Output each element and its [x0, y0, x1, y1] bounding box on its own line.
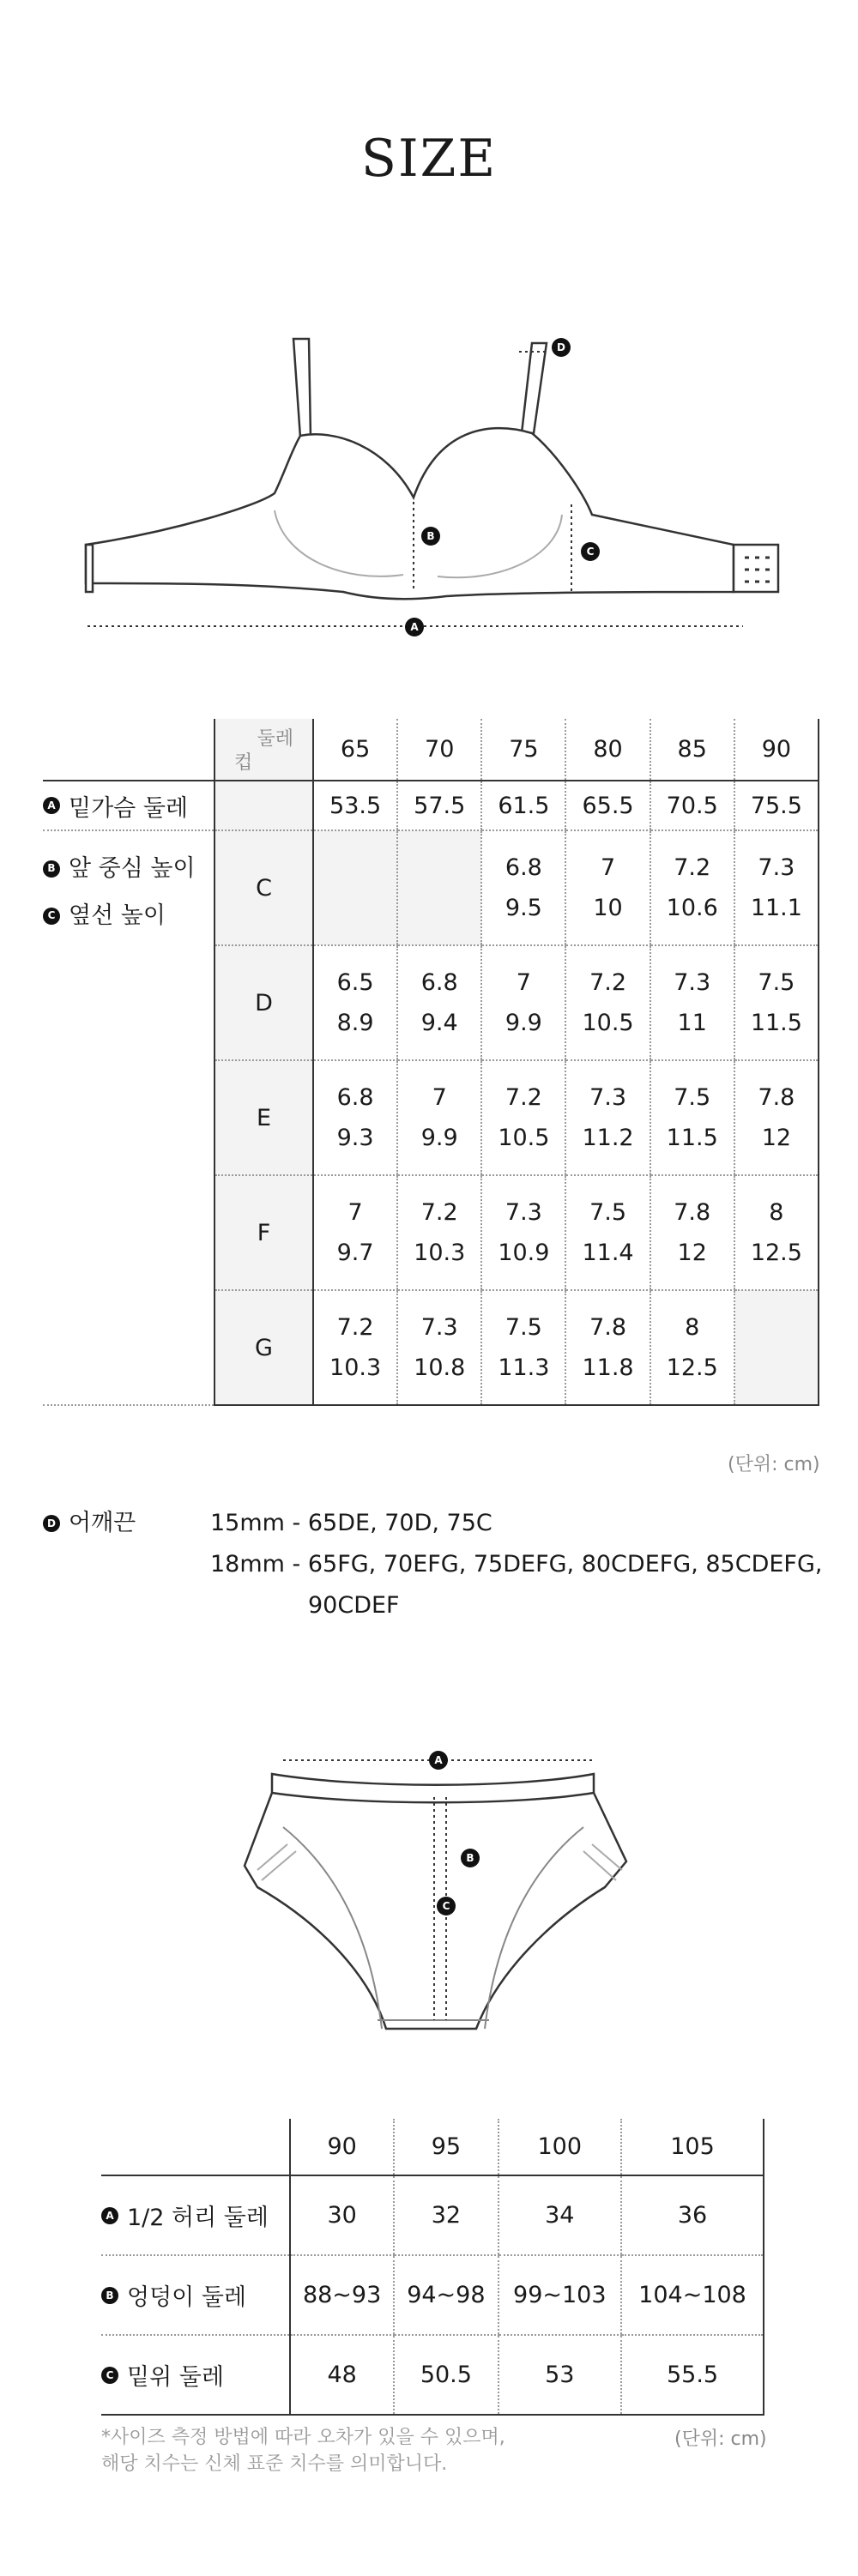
table-cell: 88~93 — [290, 2255, 394, 2335]
bra-unit-note: (단위: cm) — [728, 1454, 820, 1475]
table-cell: 34 — [498, 2175, 622, 2255]
strap-info — [43, 1503, 858, 1626]
table-cell: 48 — [290, 2335, 394, 2415]
table-cell: 7.8 11.8 — [565, 1290, 650, 1405]
table-cell: 55.5 — [621, 2335, 764, 2415]
size-header: 95 — [394, 2119, 498, 2175]
cup-label: C — [214, 830, 313, 945]
table-cell: 36 — [621, 2175, 764, 2255]
size-header: 90 — [290, 2119, 394, 2175]
table-cell: 7.2 10.6 — [650, 830, 734, 945]
side-height-label: C 옆선 높이 — [43, 896, 214, 936]
table-cell: 61.5 — [481, 781, 565, 830]
front-height-label: B 앞 중심 높이 — [43, 848, 214, 889]
badge-b: B — [43, 860, 60, 878]
table-cell: 7.3 11.1 — [734, 830, 819, 945]
table-cell: 7 9.9 — [481, 945, 565, 1060]
table-cell — [313, 830, 397, 945]
table-cell: 7.8 12 — [734, 1060, 819, 1175]
panty-illustration — [0, 1733, 858, 2059]
strap-line-18mm: 18mm - 65FG, 70EFG, 75DEFG, 80CDEFG, 85CDEFG, — [210, 1551, 823, 1578]
table-cell: 7 10 — [565, 830, 650, 945]
bra-illustration — [0, 317, 858, 661]
panty-marker-a: A — [434, 1754, 443, 1766]
table-cell: 7.3 10.8 — [397, 1290, 481, 1405]
marker-b: B — [426, 530, 435, 542]
band-header: 85 — [650, 719, 734, 781]
table-cell: 50.5 — [394, 2335, 498, 2415]
rise-label: C 밑위 둘레 — [101, 2358, 289, 2392]
table-cell: 65.5 — [565, 781, 650, 830]
table-cell: 6.5 8.9 — [313, 945, 397, 1060]
table-cell: 7.5 11.4 — [565, 1175, 650, 1290]
table-corner: 둘레 컵 — [214, 719, 313, 781]
table-cell: 7.2 10.5 — [565, 945, 650, 1060]
bra-size-table — [43, 719, 819, 1406]
table-cell: 7.3 10.9 — [481, 1175, 565, 1290]
table-cell: 53.5 — [313, 781, 397, 830]
marker-d: D — [557, 341, 565, 353]
table-cell: 6.8 9.4 — [397, 945, 481, 1060]
band-header: 90 — [734, 719, 819, 781]
panty-marker-c: C — [442, 1900, 450, 1912]
cup-label: E — [214, 1060, 313, 1175]
measurement-note: *사이즈 측정 방법에 따라 오차가 있을 수 있으며, 해당 치수는 신체 표준 치수를 의미합니다. — [101, 2427, 505, 2475]
badge-d: D — [43, 1515, 60, 1532]
table-cell: 53 — [498, 2335, 622, 2415]
table-cell: 7.2 10.5 — [481, 1060, 565, 1175]
table-cell: 70.5 — [650, 781, 734, 830]
table-cell: 7 9.9 — [397, 1060, 481, 1175]
table-cell: 7.2 10.3 — [313, 1290, 397, 1405]
cup-label: F — [214, 1175, 313, 1290]
cup-label: D — [214, 945, 313, 1060]
table-cell: 99~103 — [498, 2255, 622, 2335]
table-cell: 75.5 — [734, 781, 819, 830]
band-header: 75 — [481, 719, 565, 781]
cup-label: G — [214, 1290, 313, 1405]
table-cell: 30 — [290, 2175, 394, 2255]
size-header: 105 — [621, 2119, 764, 2175]
panty-unit-note: (단위: cm) — [674, 2428, 767, 2450]
band-header: 70 — [397, 719, 481, 781]
waist-label: A 1/2 허리 둘레 — [101, 2199, 289, 2232]
strap-label: 어깨끈 — [69, 1510, 136, 1536]
table-cell: 7.2 10.3 — [397, 1175, 481, 1290]
badge-a: A — [43, 797, 60, 814]
hip-label: B 엉덩이 둘레 — [101, 2278, 289, 2312]
table-cell: 7.3 11.2 — [565, 1060, 650, 1175]
table-cell: 7.8 12 — [650, 1175, 734, 1290]
table-cell: 6.8 9.3 — [313, 1060, 397, 1175]
page-title: SIZE — [360, 129, 498, 189]
under-bust-label: A 밑가슴 둘레 — [43, 789, 214, 823]
table-cell: 104~108 — [621, 2255, 764, 2335]
table-cell: 32 — [394, 2175, 498, 2255]
table-cell — [734, 1290, 819, 1405]
table-cell: 7.5 11.5 — [650, 1060, 734, 1175]
panty-size-table — [101, 2119, 764, 2416]
panty-marker-b: B — [466, 1852, 474, 1864]
table-cell: 8 12.5 — [734, 1175, 819, 1290]
size-header: 100 — [498, 2119, 622, 2175]
band-header: 65 — [313, 719, 397, 781]
table-cell: 6.8 9.5 — [481, 830, 565, 945]
table-cell: 7.3 11 — [650, 945, 734, 1060]
table-cell: 57.5 — [397, 781, 481, 830]
band-header: 80 — [565, 719, 650, 781]
table-cell: 7 9.7 — [313, 1175, 397, 1290]
table-cell: 94~98 — [394, 2255, 498, 2335]
table-cell: 8 12.5 — [650, 1290, 734, 1405]
strap-line-18mm-cont: 90CDEF — [308, 1592, 400, 1619]
marker-c: C — [586, 546, 595, 558]
badge-c: C — [43, 908, 60, 925]
table-cell — [397, 830, 481, 945]
table-cell: 7.5 11.5 — [734, 945, 819, 1060]
strap-line-15mm: 15mm - 65DE, 70D, 75C — [210, 1510, 492, 1536]
table-cell: 7.5 11.3 — [481, 1290, 565, 1405]
marker-a: A — [410, 621, 419, 633]
